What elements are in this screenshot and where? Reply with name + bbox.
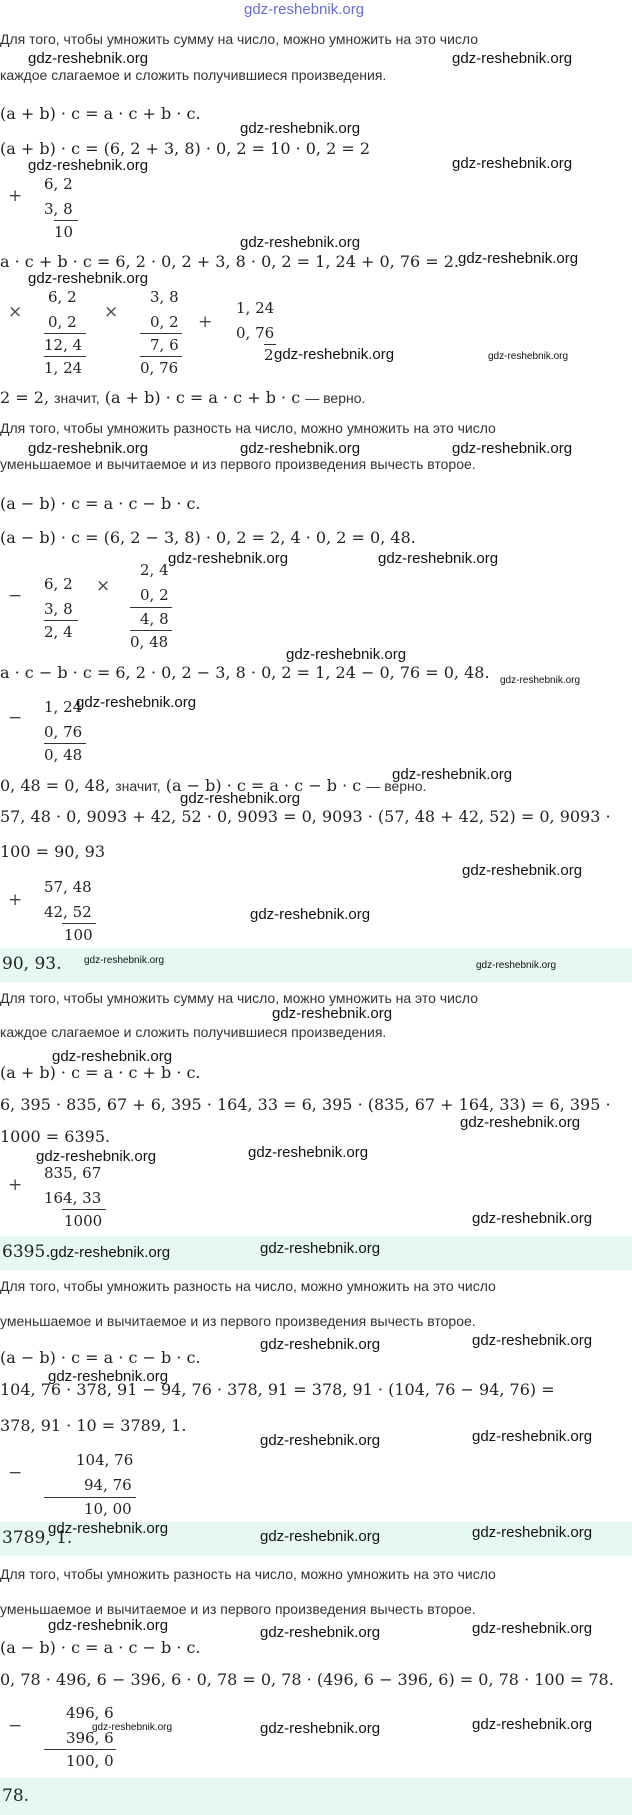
watermark: gdz-reshebnik.org xyxy=(28,440,149,457)
operand: 42, 52 xyxy=(44,903,92,921)
watermark: gdz-reshebnik.org xyxy=(84,955,165,966)
result-line xyxy=(140,356,182,357)
operand: 2, 4 xyxy=(140,561,169,579)
times-sign: × xyxy=(8,302,23,322)
conclusion-word: значит, xyxy=(115,778,161,794)
rule-text: уменьшаемое и вычитаемое и из первого произведения вычесть второе. xyxy=(0,1313,476,1329)
result-line xyxy=(264,344,276,345)
watermark: gdz-reshebnik.org xyxy=(472,1428,593,1445)
minus-sign: − xyxy=(8,1463,23,1483)
operand: 104, 76 xyxy=(76,1451,134,1469)
result: 2 xyxy=(264,346,274,364)
watermark: gdz-reshebnik.org xyxy=(260,1624,381,1641)
watermark: gdz-reshebnik.org xyxy=(248,1144,369,1161)
equation: a · c − b · c = 6, 2 · 0, 2 − 3, 8 · 0, 2 = 1, 24 − 0, 76 = 0, 48. xyxy=(0,663,490,682)
conclusion-verdict: — верно. xyxy=(366,778,427,794)
partial-product: 7, 6 xyxy=(150,336,179,354)
minus-sign: − xyxy=(8,708,23,728)
operand: 164, 33 xyxy=(44,1189,102,1207)
watermark: gdz-reshebnik.org xyxy=(168,550,289,567)
conclusion-equality: 0, 48 = 0, 48, xyxy=(0,776,111,795)
result: 1000 xyxy=(64,1212,103,1230)
answer: 3789, 1. xyxy=(2,1528,73,1548)
operand: 3, 8 xyxy=(150,288,179,306)
watermark: gdz-reshebnik.org xyxy=(260,1336,381,1353)
result: 1, 24 xyxy=(44,359,83,377)
times-sign: × xyxy=(96,576,111,596)
partial-product: 12, 4 xyxy=(44,336,83,354)
operand: 0, 76 xyxy=(44,723,83,741)
answer: 78. xyxy=(2,1786,30,1806)
watermark: gdz-reshebnik.org xyxy=(488,351,569,362)
operand: 57, 48 xyxy=(44,878,92,896)
watermark: gdz-reshebnik.org xyxy=(460,1114,581,1131)
result: 2, 4 xyxy=(44,623,73,641)
answer: 90, 93. xyxy=(2,954,62,974)
answer-band xyxy=(0,1778,632,1815)
watermark: gdz-reshebnik.org xyxy=(472,1210,593,1227)
result-line xyxy=(130,630,172,631)
watermark: gdz-reshebnik.org xyxy=(274,346,395,363)
operand: 1, 24 xyxy=(44,698,83,716)
site-header[interactable]: gdz-reshebnik.org xyxy=(244,1,365,18)
conclusion-verdict: — верно. xyxy=(305,390,366,406)
plus-sign: + xyxy=(198,312,213,332)
result: 100, 0 xyxy=(66,1752,114,1770)
watermark: gdz-reshebnik.org xyxy=(452,50,573,67)
watermark: gdz-reshebnik.org xyxy=(240,234,361,251)
watermark: gdz-reshebnik.org xyxy=(472,1716,593,1733)
operand: 835, 67 xyxy=(44,1164,102,1182)
operand: 0, 2 xyxy=(140,586,169,604)
minus-sign: − xyxy=(8,586,23,606)
watermark: gdz-reshebnik.org xyxy=(28,50,149,67)
equation: a · c + b · c = 6, 2 · 0, 2 + 3, 8 · 0, 2 = 1, 24 + 0, 76 = 2. xyxy=(0,252,460,271)
conclusion-word: значит, xyxy=(54,390,100,406)
equation: 100 = 90, 93 xyxy=(0,842,106,861)
equation: 104, 76 · 378, 91 − 94, 76 · 378, 91 = 378, 91 · (104, 76 − 94, 76) = xyxy=(0,1380,555,1399)
watermark: gdz-reshebnik.org xyxy=(378,550,499,567)
watermark: gdz-reshebnik.org xyxy=(28,157,149,174)
times-sign: × xyxy=(104,302,119,322)
watermark: gdz-reshebnik.org xyxy=(472,1524,593,1541)
equation: 1000 = 6395. xyxy=(0,1127,111,1146)
watermark: gdz-reshebnik.org xyxy=(286,646,407,663)
watermark: gdz-reshebnik.org xyxy=(48,1520,169,1537)
operand: 0, 76 xyxy=(236,324,275,342)
watermark: gdz-reshebnik.org xyxy=(36,1148,157,1165)
operand: 3, 8 xyxy=(44,200,73,218)
watermark: gdz-reshebnik.org xyxy=(452,440,573,457)
rule-text: Для того, чтобы умножить разность на число, можно умножить на это число xyxy=(0,1278,496,1294)
partial-product: 4, 8 xyxy=(140,610,169,628)
product-line xyxy=(140,333,182,334)
result-line xyxy=(54,220,78,221)
distributive-law: (a − b) · c = a · c − b · c. xyxy=(0,1348,201,1367)
result: 0, 48 xyxy=(44,746,83,764)
rule-text: уменьшаемое и вычитаемое и из первого произведения вычесть второе. xyxy=(0,456,476,472)
operand: 6, 2 xyxy=(44,575,73,593)
equation: (a + b) · c = (6, 2 + 3, 8) · 0, 2 = 10 · 0, 2 = 2 xyxy=(0,139,371,158)
operand: 0, 2 xyxy=(48,313,77,331)
distributive-law: (a − b) · c = a · c − b · c. xyxy=(0,1638,201,1657)
answer: 6395. xyxy=(2,1242,51,1262)
operand: 0, 2 xyxy=(150,313,179,331)
equation: 57, 48 · 0, 9093 + 42, 52 · 0, 9093 = 0, 9093 · (57, 48 + 42, 52) = 0, 9093 · xyxy=(0,807,611,826)
watermark: gdz-reshebnik.org xyxy=(28,270,149,287)
equation: 0, 78 · 496, 6 − 396, 6 · 0, 78 = 0, 78 · (496, 6 − 396, 6) = 0, 78 · 100 = 78. xyxy=(0,1670,614,1689)
minus-sign: − xyxy=(8,1716,23,1736)
result-line xyxy=(44,356,86,357)
rule-text: Для того, чтобы умножить разность на число, можно умножить на это число xyxy=(0,420,496,436)
watermark: gdz-reshebnik.org xyxy=(272,1005,393,1022)
operand: 1, 24 xyxy=(236,299,275,317)
conclusion-equality: 2 = 2, xyxy=(0,388,50,407)
result: 0, 76 xyxy=(140,359,179,377)
watermark: gdz-reshebnik.org xyxy=(180,790,301,807)
distributive-law: (a + b) · c = a · c + b · c. xyxy=(0,1063,201,1082)
result-line xyxy=(44,1749,116,1750)
watermark: gdz-reshebnik.org xyxy=(76,694,197,711)
rule-text: уменьшаемое и вычитаемое и из первого произведения вычесть второе. xyxy=(0,1601,476,1617)
plus-sign: + xyxy=(8,186,23,206)
watermark: gdz-reshebnik.org xyxy=(48,1617,169,1634)
watermark: gdz-reshebnik.org xyxy=(392,766,513,783)
result: 10 xyxy=(54,223,74,241)
operand: 6, 2 xyxy=(48,288,77,306)
rule-text: каждое слагаемое и сложить получившиеся произведения. xyxy=(0,1024,387,1040)
operand: 3, 8 xyxy=(44,600,73,618)
rule-text: Для того, чтобы умножить разность на число, можно умножить на это число xyxy=(0,1566,496,1582)
watermark: gdz-reshebnik.org xyxy=(260,1432,381,1449)
watermark: gdz-reshebnik.org xyxy=(260,1720,381,1737)
watermark: gdz-reshebnik.org xyxy=(452,155,573,172)
result: 100 xyxy=(64,926,93,944)
watermark: gdz-reshebnik.org xyxy=(476,960,557,971)
equation: (a − b) · c = (6, 2 − 3, 8) · 0, 2 = 2, 4 · 0, 2 = 0, 48. xyxy=(0,528,416,547)
watermark: gdz-reshebnik.org xyxy=(48,1368,169,1385)
result-line xyxy=(44,620,78,621)
product-line xyxy=(44,333,86,334)
operand: 6, 2 xyxy=(44,175,73,193)
watermark: gdz-reshebnik.org xyxy=(52,1048,173,1065)
watermark: gdz-reshebnik.org xyxy=(250,906,371,923)
rule-text: каждое слагаемое и сложить получившиеся произведения. xyxy=(0,67,387,83)
watermark: gdz-reshebnik.org xyxy=(472,1620,593,1637)
result-line xyxy=(44,743,86,744)
conclusion xyxy=(0,388,365,407)
watermark: gdz-reshebnik.org xyxy=(462,862,583,879)
conclusion-law: (a − b) · c = a · c − b · c xyxy=(165,776,362,795)
watermark: gdz-reshebnik.org xyxy=(260,1240,381,1257)
rule-text: Для того, чтобы умножить сумму на число, можно умножить на это число xyxy=(0,31,479,47)
watermark: gdz-reshebnik.org xyxy=(260,1528,381,1545)
result-line xyxy=(62,1209,106,1210)
plus-sign: + xyxy=(8,890,23,910)
result-line xyxy=(62,923,96,924)
plus-sign: + xyxy=(8,1175,23,1195)
result: 0, 48 xyxy=(130,633,169,651)
watermark: gdz-reshebnik.org xyxy=(458,250,579,267)
watermark: gdz-reshebnik.org xyxy=(50,1244,171,1261)
conclusion-law: (a + b) · c = a · c + b · c xyxy=(104,388,301,407)
equation: 378, 91 · 10 = 3789, 1. xyxy=(0,1416,187,1435)
result-line xyxy=(44,1497,136,1498)
operand: 94, 76 xyxy=(84,1476,132,1494)
operand: 396, 6 xyxy=(66,1729,114,1747)
equation: 6, 395 · 835, 67 + 6, 395 · 164, 33 = 6, 395 · (835, 67 + 164, 33) = 6, 395 · xyxy=(0,1095,611,1114)
watermark: gdz-reshebnik.org xyxy=(240,440,361,457)
rule-text: Для того, чтобы умножить сумму на число, можно умножить на это число xyxy=(0,990,479,1006)
watermark: gdz-reshebnik.org xyxy=(92,1722,173,1733)
watermark: gdz-reshebnik.org xyxy=(500,675,581,686)
product-line xyxy=(130,607,172,608)
result: 10, 00 xyxy=(84,1500,132,1518)
operand: 496, 6 xyxy=(66,1704,114,1722)
distributive-law: (a + b) · c = a · c + b · c. xyxy=(0,104,201,123)
watermark: gdz-reshebnik.org xyxy=(472,1332,593,1349)
distributive-law: (a − b) · c = a · c − b · c. xyxy=(0,494,201,513)
watermark: gdz-reshebnik.org xyxy=(240,120,361,137)
